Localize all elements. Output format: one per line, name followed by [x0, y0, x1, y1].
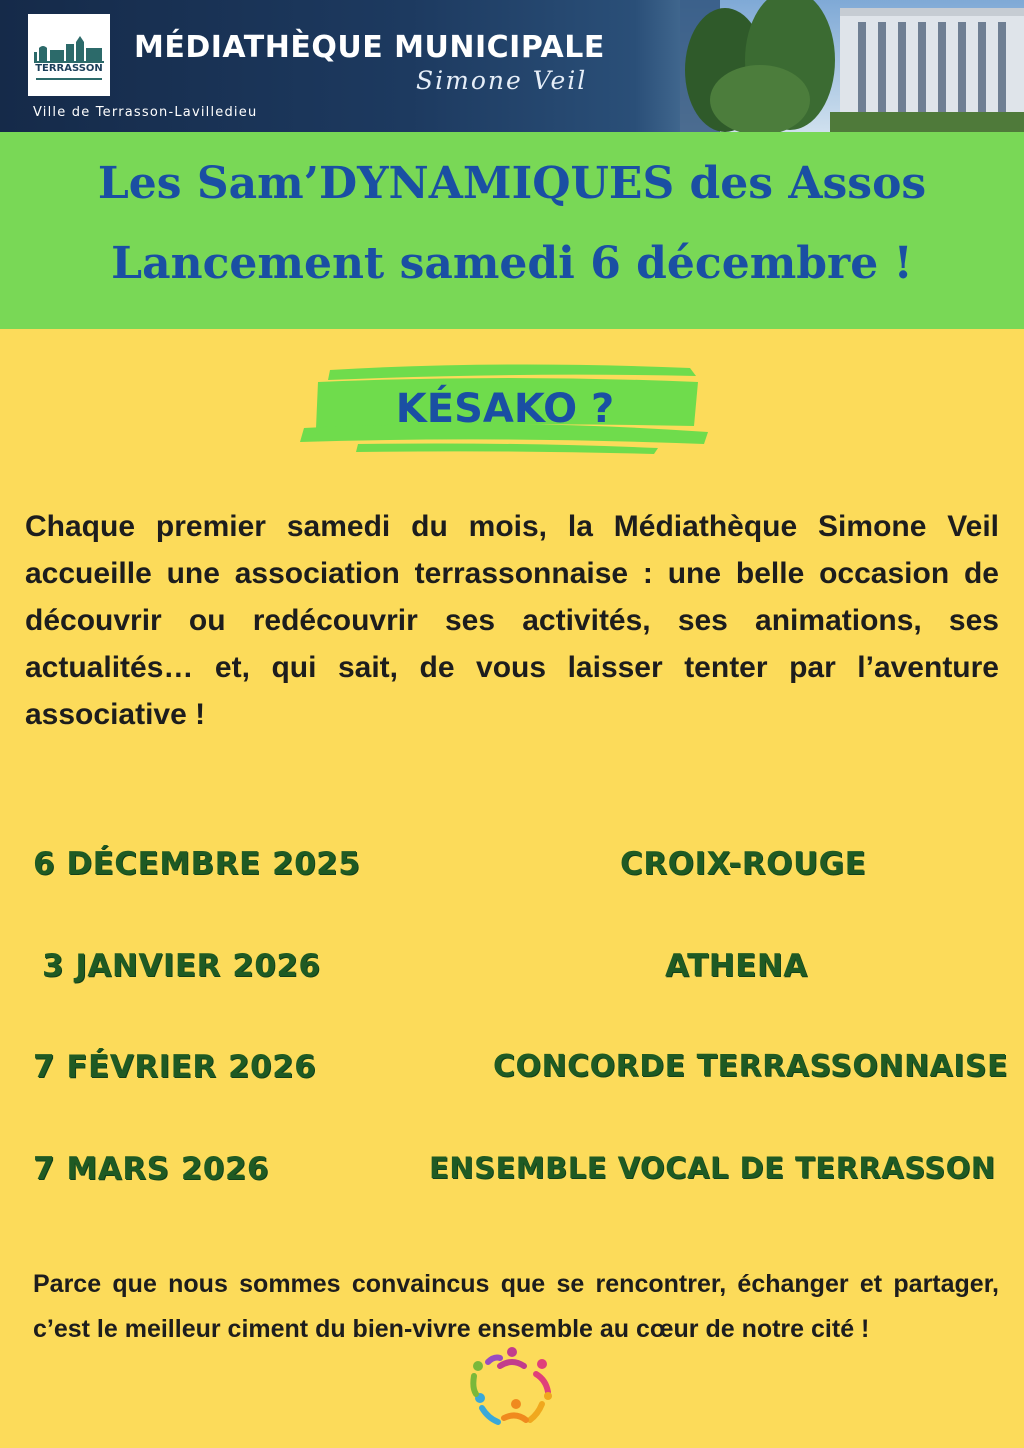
library-logo-icon	[28, 14, 110, 96]
banner-city: Ville de Terrasson-Lavilledieu	[33, 105, 258, 120]
schedule-association: ATHENA	[665, 948, 808, 984]
launch-date-title: Lancement samedi 6 décembre !	[111, 238, 913, 289]
banner-subtitle: Simone Veil	[416, 66, 588, 95]
schedule-association: CONCORDE TERRASSONNAISE	[493, 1049, 1009, 1084]
intro-paragraph: Chaque premier samedi du mois, la Médiathèque Simone Veil accueille une association terrassonnaise : une belle occasion de découvrir ou redécouvrir ses activités, ses animations, ses actualités… et, qui sait, de vous laisser tenter par l’aventure associative !	[25, 510, 999, 731]
building-photo	[680, 0, 1024, 132]
schedule-association: ENSEMBLE VOCAL DE TERRASSON	[429, 1151, 996, 1185]
schedule-date: 6 DÉCEMBRE 2025	[33, 846, 361, 882]
library-logo	[28, 14, 110, 96]
logo-text: TERRASSON	[35, 63, 103, 74]
event-title: Les Sam’DYNAMIQUES des Assos	[97, 158, 927, 209]
schedule-date: 3 JANVIER 2026	[42, 948, 321, 984]
schedule-date: 7 FÉVRIER 2026	[33, 1049, 317, 1085]
header-banner	[0, 0, 1024, 132]
outro-paragraph: Parce que nous sommes convaincus que se rencontrer, échanger et partager, c’est le meilleur ciment du bien-vivre ensemble au cœur de notre cité !	[33, 1270, 999, 1343]
banner-title: MÉDIATHÈQUE MUNICIPALE	[134, 30, 605, 65]
kesako-heading	[298, 356, 712, 460]
title-band	[0, 132, 1024, 329]
schedule-date: 7 MARS 2026	[33, 1151, 269, 1187]
people-circle-icon	[464, 1344, 560, 1428]
kesako-text: KÉSAKO ?	[395, 386, 615, 432]
schedule-association: CROIX-ROUGE	[620, 846, 867, 882]
